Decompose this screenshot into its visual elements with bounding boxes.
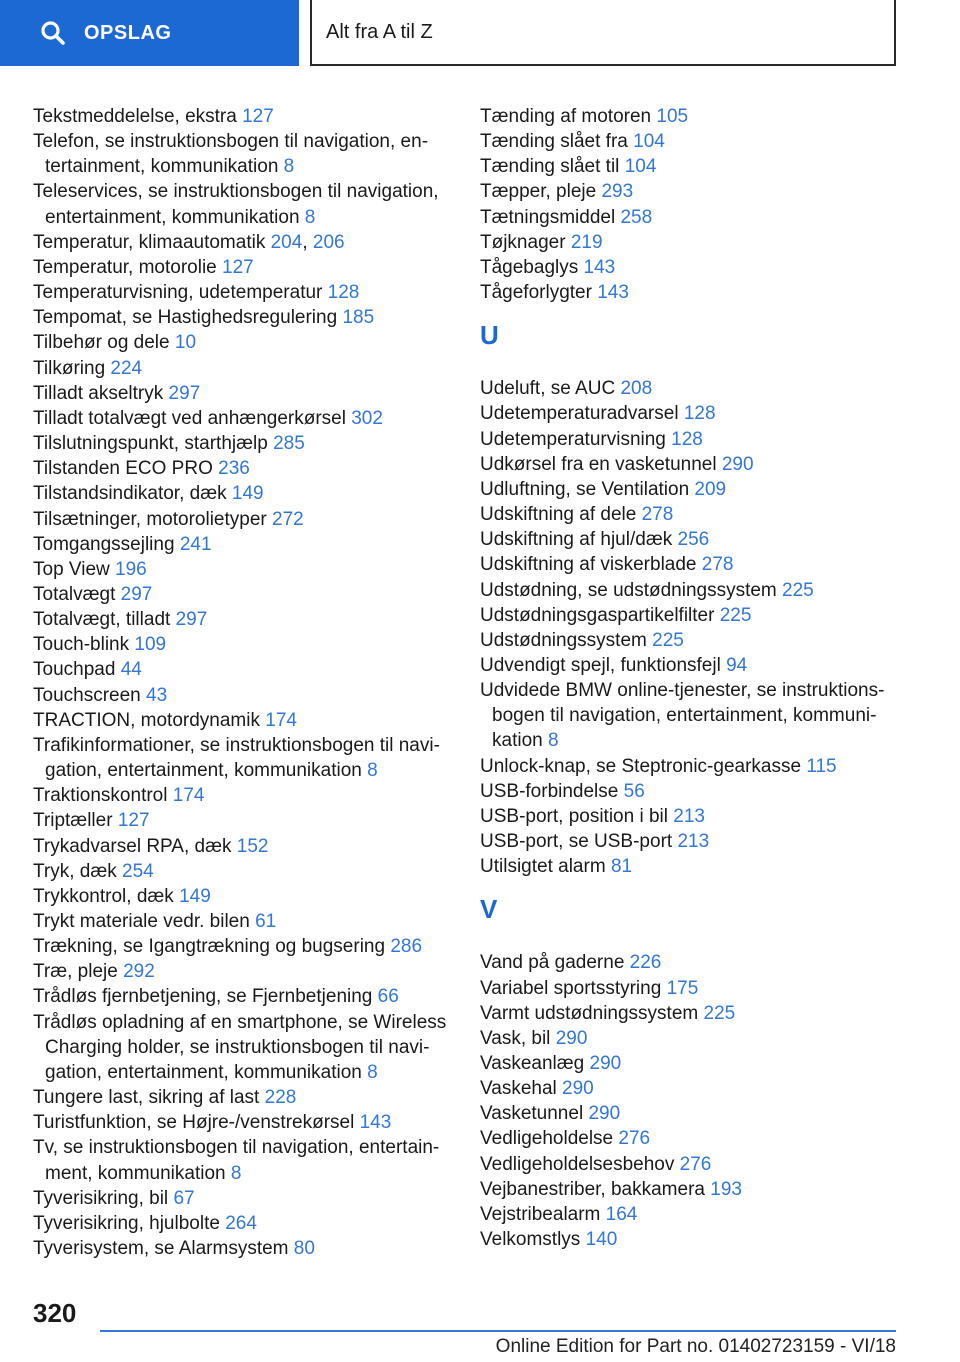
index-entry — [480, 754, 910, 779]
index-term: Tilsætninger, motorolietyper — [33, 508, 267, 530]
page-reference-link[interactable]: 285 — [273, 433, 305, 455]
page-reference-link[interactable]: 193 — [710, 1178, 742, 1200]
index-entry — [480, 255, 910, 280]
page-reference-link[interactable]: 196 — [115, 558, 147, 580]
index-entry — [480, 1051, 910, 1076]
index-term: Trykadvarsel RPA, dæk — [33, 835, 232, 857]
index-entry — [33, 1236, 453, 1261]
page-reference-link[interactable]: 241 — [179, 533, 212, 555]
index-entry — [33, 607, 453, 632]
index-entry: Temperatur, klimaautomatik 204, 206 — [33, 231, 345, 253]
index-entry — [33, 1211, 453, 1236]
section-title: Alt fra A til Z — [326, 20, 433, 43]
index-letter-heading: V — [480, 894, 498, 925]
index-term: Totalvægt — [33, 583, 116, 605]
index-entry — [33, 179, 453, 229]
index-term: Tv, se instruktionsbogen til navigation, entertain-ment, kommunikation — [33, 1137, 440, 1184]
index-entry — [33, 129, 453, 179]
index-term: Turistfunktion, se Højre-/venstrekørsel — [33, 1112, 355, 1134]
index-term: Udluftning, se Ventilation — [480, 478, 690, 500]
index-entry — [33, 683, 453, 708]
search-tab[interactable] — [0, 0, 299, 66]
index-entry — [480, 129, 910, 154]
index-entry — [33, 330, 453, 355]
index-entry — [480, 527, 910, 552]
header-bar — [0, 0, 960, 66]
index-term: Vaskehal — [480, 1078, 557, 1100]
index-entry — [33, 507, 453, 532]
page-reference-link[interactable]: 236 — [218, 458, 250, 480]
page-reference-link[interactable]: 149 — [231, 483, 264, 505]
page-reference-link[interactable]: 272 — [272, 508, 304, 530]
index-term: Udkørsel fra en vasketunnel — [480, 453, 717, 475]
page-reference-link[interactable]: 213 — [677, 831, 710, 853]
index-entry — [480, 401, 910, 426]
index-entry — [33, 984, 453, 1009]
page-reference-link[interactable]: 8 — [547, 730, 559, 752]
index-term: Tilladt totalvægt ved anhængerkørsel — [33, 407, 346, 429]
index-term: Utilsigtet alarm — [480, 856, 606, 878]
page-reference-link[interactable]: 292 — [123, 961, 155, 983]
page-reference-link[interactable]: 226 — [629, 952, 662, 974]
search-icon — [40, 20, 66, 46]
page-reference-link[interactable]: 8 — [230, 1162, 242, 1184]
index-term: Trådløs fjernbetjening, se Fjernbetjening — [33, 986, 373, 1008]
index-term: Tågeforlygter — [480, 282, 592, 304]
page-reference-link[interactable]: 105 — [656, 106, 689, 127]
page-reference-link[interactable]: 290 — [588, 1103, 621, 1125]
page-reference-link[interactable]: 297 — [175, 609, 208, 631]
index-term: Trådløs opladning af en smartphone, se Wireless Charging holder, se instruktionsbogen til navi-gation, entertainment, kommunikation — [33, 1011, 447, 1083]
index-entry — [33, 104, 453, 129]
index-term: Tilkøring — [33, 357, 106, 379]
index-term: Tilladt akseltryk — [33, 382, 164, 404]
page-number: 320 — [33, 1298, 77, 1328]
index-term: Tøjknager — [480, 231, 566, 253]
index-entry — [33, 959, 453, 984]
page-reference-link[interactable]: 302 — [351, 407, 383, 429]
index-entry — [33, 733, 453, 783]
page-reference-link[interactable]: 149 — [179, 885, 211, 907]
index-term: Vejbanestriber, bakkamera — [480, 1178, 705, 1200]
page-reference-link[interactable]: 67 — [173, 1187, 195, 1209]
index-entry — [480, 779, 910, 804]
index-entry — [480, 427, 910, 452]
index-term: Udstødning, se udstødningssystem — [480, 579, 777, 601]
page-reference-link[interactable]: 208 — [620, 378, 653, 400]
index-term: Udeluft, se AUC — [480, 378, 616, 400]
index-entry — [480, 1001, 910, 1026]
page-reference-link[interactable]: 290 — [589, 1053, 622, 1074]
page-reference-link[interactable]: 8 — [367, 1061, 378, 1083]
index-term: Udetemperaturvisning — [480, 428, 666, 450]
index-term: Trykkontrol, dæk — [33, 885, 174, 907]
index-term: Teleservices, se instruktionsbogen til navigation, entertainment, kommunikation — [33, 181, 439, 228]
index-term: Triptæller — [33, 810, 113, 832]
index-entry — [33, 934, 453, 959]
page-reference-link[interactable]: 174 — [172, 785, 205, 807]
index-entry — [480, 154, 910, 179]
edition-text: Online Edition for Part no. 01402723159 - VI/18 — [495, 1336, 896, 1357]
index-entry — [480, 678, 910, 753]
page-reference-link[interactable]: 264 — [225, 1212, 257, 1234]
page-reference-link[interactable]: 128 — [327, 282, 360, 304]
index-term: Tyverisikring, hjulbolte — [33, 1212, 220, 1234]
index-entry — [480, 653, 910, 678]
page-reference-link[interactable]: 115 — [806, 755, 837, 777]
index-term: Udskiftning af hjul/dæk — [480, 529, 673, 551]
index-term: Unlock-knap, se Steptronic-gearkasse — [480, 755, 802, 777]
index-term: Tempomat, se Hastighedsregulering — [33, 307, 338, 329]
index-entry — [33, 356, 453, 381]
page-reference-link[interactable]: 152 — [236, 835, 269, 857]
index-term: Temperatur, klimaautomatik — [33, 231, 266, 253]
page-reference-link[interactable]: 109 — [134, 634, 167, 656]
page-reference-link[interactable]: 293 — [601, 181, 634, 203]
index-term: Udskiftning af viskerblade — [480, 554, 697, 576]
page-reference-link[interactable]: 143 — [359, 1112, 392, 1134]
index-entry — [33, 632, 453, 657]
index-entry — [33, 1010, 453, 1085]
index-term: Vand på gaderne — [480, 952, 625, 974]
footer-divider — [100, 1330, 896, 1332]
page-reference-link[interactable]: 143 — [583, 256, 616, 278]
index-entry — [480, 578, 910, 603]
page-reference-link[interactable]: 209 — [694, 478, 727, 500]
page-reference-link[interactable]: 164 — [605, 1203, 638, 1225]
page-reference-link[interactable]: 94 — [726, 654, 748, 676]
page-reference-link[interactable]: 43 — [146, 684, 168, 706]
index-term: Tyverisikring, bil — [33, 1187, 169, 1209]
page-reference-link[interactable]: 104 — [633, 131, 665, 153]
index-term: Udstødningssystem — [480, 629, 647, 651]
page-reference-link[interactable]: 286 — [390, 936, 423, 958]
index-term: Vaskeanlæg — [480, 1053, 585, 1074]
index-entry — [480, 1202, 910, 1227]
index-entry — [33, 1135, 453, 1185]
index-entry — [33, 783, 453, 808]
index-term: Udskiftning af dele — [480, 504, 637, 526]
index-entry — [33, 280, 453, 305]
index-term: Touchscreen — [33, 684, 141, 706]
index-term: Variabel sportsstyring — [480, 977, 662, 999]
page-reference-link[interactable]: 127 — [242, 106, 274, 127]
index-term: USB-port, se USB-port — [480, 831, 673, 853]
index-term: Vejstribealarm — [480, 1203, 601, 1225]
page-reference-link[interactable]: 258 — [620, 206, 653, 228]
page-reference-link[interactable]: 297 — [168, 382, 201, 404]
page-reference-link[interactable]: 127 — [117, 810, 150, 832]
page-reference-link[interactable]: 290 — [555, 1027, 588, 1049]
index-term: Top View — [33, 558, 110, 580]
index-entry — [480, 1152, 910, 1177]
index-term: Vasketunnel — [480, 1103, 584, 1125]
index-term: Tomgangssejling — [33, 533, 175, 555]
index-entry — [480, 804, 910, 829]
index-entry — [33, 884, 453, 909]
index-entry — [480, 104, 910, 129]
index-entry — [33, 305, 453, 330]
index-term: Telefon, se instruktionsbogen til navigation, en-tertainment, kommunikation — [33, 131, 429, 178]
page-reference-link[interactable]: 56 — [623, 780, 645, 802]
index-term: Tekstmeddelelse, ekstra — [33, 106, 237, 127]
index-entry — [33, 1085, 453, 1110]
index-entry — [480, 1101, 910, 1126]
page-reference-link[interactable]: 128 — [683, 403, 716, 425]
index-entry — [480, 452, 910, 477]
index-term: Tilstandsindikator, dæk — [33, 483, 227, 505]
index-entry — [33, 859, 453, 884]
index-entry — [480, 1126, 910, 1151]
index-term: Tilslutningspunkt, starthjælp — [33, 433, 268, 455]
index-term: Tilbehør og dele — [33, 332, 170, 354]
index-term: Vedligeholdelse — [480, 1128, 614, 1150]
page-reference-link[interactable]: 185 — [342, 307, 375, 329]
index-entry — [480, 230, 910, 255]
index-entry — [480, 976, 910, 1001]
index-term: Tyverisystem, se Alarmsystem — [33, 1238, 289, 1260]
index-term: Udstødningsgaspartikelfilter — [480, 604, 715, 626]
index-term: Temperaturvisning, udetemperatur — [33, 282, 323, 304]
page-reference-link[interactable]: 174 — [265, 709, 297, 731]
page-reference-link[interactable]: 225 — [652, 629, 684, 651]
index-term: Velkomstlys — [480, 1229, 581, 1251]
page-reference-link[interactable]: 225 — [782, 579, 814, 601]
index-entry — [33, 532, 453, 557]
index-term: Trækning, se Igangtrækning og bugsering — [33, 936, 386, 958]
index-term: Trykt materiale vedr. bilen — [33, 911, 250, 932]
index-term: TRACTION, motordynamik — [33, 709, 260, 731]
page-reference-link[interactable]: 80 — [293, 1238, 315, 1260]
page-reference-link[interactable]: 290 — [721, 453, 754, 475]
page-reference-link[interactable]: 127 — [222, 256, 254, 278]
index-entry — [33, 909, 453, 934]
index-term: Tænding slået fra — [480, 131, 628, 153]
page-reference-link[interactable]: 225 — [703, 1002, 736, 1024]
page-reference-link[interactable]: 278 — [701, 554, 734, 576]
index-term: Tungere last, sikring af last — [33, 1087, 260, 1109]
index-term: Touchpad — [33, 659, 116, 681]
page-reference-link[interactable]: 297 — [120, 583, 153, 605]
page-reference-link[interactable]: 276 — [618, 1128, 651, 1150]
page-reference-link[interactable]: 228 — [264, 1087, 297, 1109]
index-term: Tætningsmiddel — [480, 206, 616, 228]
page-reference-link[interactable]: 10 — [174, 332, 197, 354]
index-term: USB-forbindelse — [480, 780, 619, 802]
page-reference-link[interactable]: 66 — [377, 986, 399, 1008]
index-term: Tæpper, pleje — [480, 181, 597, 203]
page-reference-link[interactable]: 276 — [679, 1153, 712, 1175]
index-entry — [480, 502, 910, 527]
index-entry — [480, 1026, 910, 1051]
index-term: Totalvægt, tilladt — [33, 609, 171, 631]
index-entry — [480, 179, 910, 204]
index-entry — [480, 376, 910, 401]
index-entry — [33, 481, 453, 506]
index-entry — [33, 431, 453, 456]
index-column-left — [33, 104, 453, 1261]
index-entry — [33, 381, 453, 406]
page-reference-link[interactable]: 128 — [671, 428, 703, 450]
index-entry — [480, 1227, 910, 1252]
page-reference-link[interactable]: 225 — [719, 604, 752, 626]
index-entry — [33, 657, 453, 682]
page-reference-link[interactable]: 140 — [585, 1229, 618, 1251]
index-entry — [33, 808, 453, 833]
index-term: Tænding slået til — [480, 156, 620, 178]
index-entry — [480, 628, 910, 653]
index-term: Udvendigt spejl, funktionsfejl — [480, 654, 721, 676]
index-term: Traktionskontrol — [33, 785, 168, 807]
page-reference-link[interactable]: 290 — [562, 1078, 594, 1100]
page-reference-link[interactable]: 61 — [255, 911, 277, 932]
index-entry — [480, 603, 910, 628]
page-reference-link[interactable]: 81 — [610, 856, 633, 878]
page-reference-link[interactable]: 278 — [641, 504, 674, 526]
index-entry — [33, 456, 453, 481]
index-entry — [480, 280, 910, 305]
index-column-right — [480, 104, 910, 1252]
index-term: Udvidede BMW online-tjenester, se instruktions-bogen til navigation, entertainment, kommuni-kation — [480, 680, 885, 752]
index-term: Tænding af motoren — [480, 106, 652, 127]
index-entry — [480, 205, 910, 230]
index-term: USB-port, position i bil — [480, 805, 668, 827]
page-reference-link[interactable]: 175 — [666, 977, 699, 999]
index-term: Vedligeholdelsesbehov — [480, 1153, 675, 1175]
page-reference-link[interactable]: 213 — [673, 805, 705, 827]
index-entry — [33, 557, 453, 582]
index-entry — [33, 1186, 453, 1211]
page-reference-link[interactable]: 8 — [304, 206, 316, 228]
index-entry — [33, 1110, 453, 1135]
search-tab-label: OPSLAG — [84, 21, 172, 44]
index-term: Tryk, dæk — [33, 860, 117, 882]
index-entry — [33, 708, 453, 733]
page-reference-link[interactable]: 104 — [624, 156, 657, 178]
index-term: Temperatur, motorolie — [33, 256, 217, 278]
index-entry — [480, 950, 910, 975]
index-entry — [480, 477, 910, 502]
index-term: Varmt udstødningssystem — [480, 1002, 699, 1024]
index-term: Udetemperaturadvarsel — [480, 403, 679, 425]
index-entry — [33, 834, 453, 859]
index-term: Tågebaglys — [480, 256, 579, 278]
page-reference-link[interactable]: 254 — [122, 860, 154, 882]
page-reference-link[interactable]: 256 — [677, 529, 710, 551]
index-term: Vask, bil — [480, 1027, 551, 1049]
index-entry — [33, 255, 453, 280]
index-term: Touch-blink — [33, 634, 130, 656]
index-entry — [33, 406, 453, 431]
index-entry — [480, 829, 910, 854]
page-reference-link[interactable]: 219 — [570, 231, 603, 253]
index-entry — [480, 552, 910, 577]
page-reference-link[interactable]: 8 — [283, 156, 295, 178]
page-reference-link[interactable]: 44 — [120, 659, 142, 681]
index-entry — [480, 1177, 910, 1202]
page-reference-link[interactable]: 143 — [597, 282, 629, 304]
page-reference-link[interactable]: 206 — [312, 231, 345, 253]
page-reference-link[interactable]: 224 — [110, 357, 143, 379]
page-reference-link[interactable]: 8 — [367, 760, 378, 782]
index-entry — [480, 854, 910, 879]
index-term: Tilstanden ECO PRO — [33, 458, 213, 480]
index-term: Trafikinformationer, se instruktionsbogen til navi-gation, entertainment, kommunikation — [33, 734, 440, 782]
index-entry — [480, 1076, 910, 1101]
page-reference-link[interactable]: 204 — [270, 231, 303, 253]
section-title-tab — [310, 0, 896, 66]
index-term: Træ, pleje — [33, 961, 118, 983]
index-letter-heading: U — [480, 320, 499, 351]
index-entry — [33, 582, 453, 607]
